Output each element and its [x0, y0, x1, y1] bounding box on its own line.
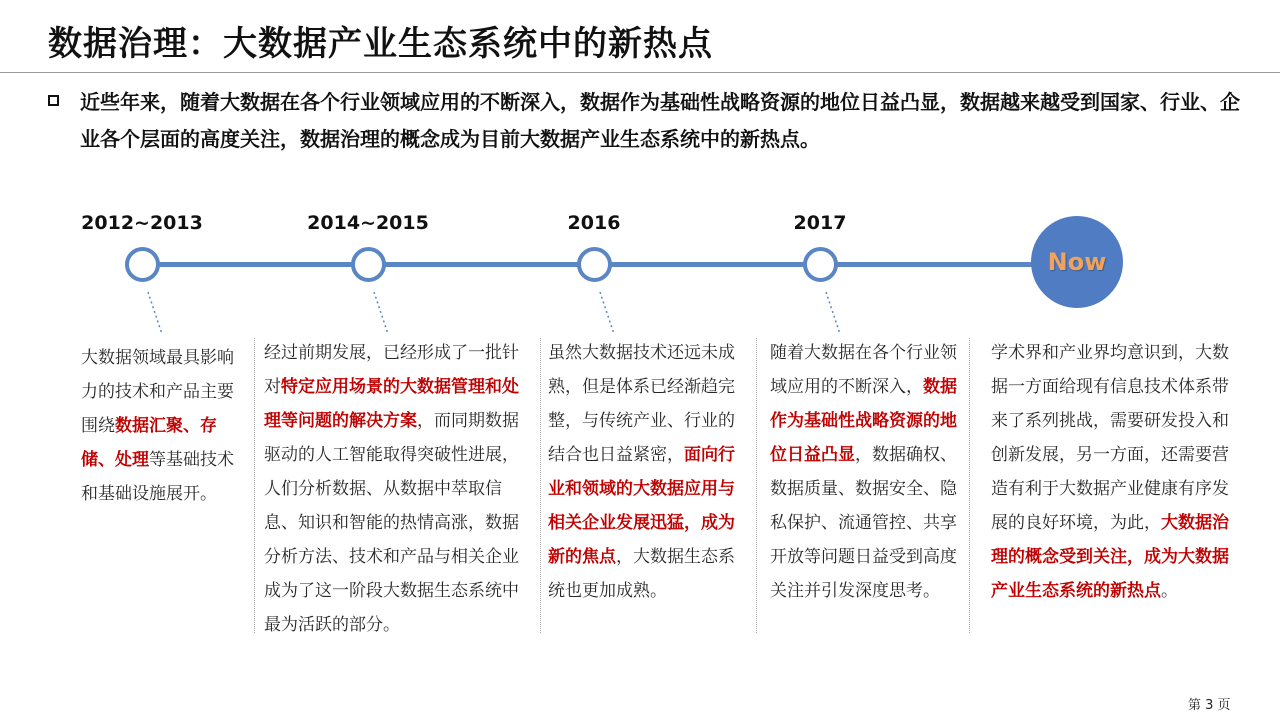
column-separator [756, 338, 757, 633]
leader-line-4 [818, 290, 848, 336]
column-separator [254, 338, 255, 633]
highlight-text: 数据汇聚、存储、处理 [81, 416, 217, 470]
leader-line-1 [140, 290, 170, 336]
highlight-text: 大数据治理的概念受到关注，成为大数据产业生态系统的新热点 [991, 513, 1229, 601]
highlight-text: 特定应用场景的大数据管理和处理等问题的解决方案 [264, 377, 519, 431]
now-circle [1031, 216, 1123, 308]
title-divider [0, 72, 1280, 73]
bullet-square-icon [48, 95, 59, 106]
timeline-node-1 [125, 247, 160, 282]
page-number: 第 3 页 [1188, 698, 1231, 713]
body-text: ，数据确权、数据质量、数据安全、隐私保护、流通管控、共享开放等问题日益受到高度关注并引发深度思考。 [770, 445, 957, 601]
body-text: 随着大数据在各个行业领域应用的不断深入， [770, 343, 957, 397]
year-label-2016: 2016 [567, 212, 621, 234]
timeline-column-4 [770, 336, 963, 608]
now-label: Now [1047, 248, 1107, 276]
column-separator [969, 338, 970, 633]
timeline-column-2 [264, 336, 533, 642]
timeline-column-3 [548, 336, 743, 608]
body-text: 虽然大数据技术还远未成熟，但是体系已经渐趋完整，与传统产业、行业的结合也日益紧密， [548, 343, 735, 465]
timeline-node-4 [803, 247, 838, 282]
timeline-node-2 [351, 247, 386, 282]
body-text: ，大数据生态系统也更加成熟。 [548, 547, 735, 601]
year-label-2012-2013: 2012~2013 [81, 212, 203, 234]
body-text: 经过前期发展，已经形成了一批针对 [264, 343, 519, 397]
intro-paragraph: 近些年来，随着大数据在各个行业领域应用的不断深入，数据作为基础性战略资源的地位日益凸显，数据越来越受到国家、行业、企业各个层面的高度关注，数据治理的概念成为目前大数据产业生态系统中的新热点。 [80, 90, 1240, 151]
slide-title: 数据治理：大数据产业生态系统中的新热点 [48, 24, 713, 64]
year-label-2014-2015: 2014~2015 [307, 212, 429, 234]
year-label-2017: 2017 [793, 212, 847, 234]
body-text: ，而同期数据驱动的人工智能取得突破性进展，人们分析数据、从数据中萃取信息、知识和智能的热情高涨，数据分析方法、技术和产品与相关企业成为了这一阶段大数据生态系统中最为活跃的部分。 [264, 411, 519, 635]
leader-line-3 [592, 290, 622, 336]
highlight-text: 数据作为基础性战略资源的地位日益凸显 [770, 377, 957, 465]
timeline-node-3 [577, 247, 612, 282]
timeline-column-1 [81, 341, 239, 511]
column-separator [540, 338, 541, 633]
body-text: 学术界和产业界均意识到，大数据一方面给现有信息技术体系带来了系列挑战，需要研发投入和创新发展，另一方面，还需要营造有利于大数据产业健康有序发展的良好环境，为此， [991, 343, 1229, 533]
body-text: 等基础技术和基础设施展开。 [81, 450, 234, 504]
leader-line-2 [366, 290, 396, 336]
body-text: 。 [1161, 581, 1178, 601]
highlight-text: 面向行业和领域的大数据应用与相关企业发展迅猛，成为新的焦点 [548, 445, 735, 567]
timeline-column-5 [991, 336, 1231, 608]
body-text: 大数据领域最具影响力的技术和产品主要围绕 [81, 348, 234, 436]
